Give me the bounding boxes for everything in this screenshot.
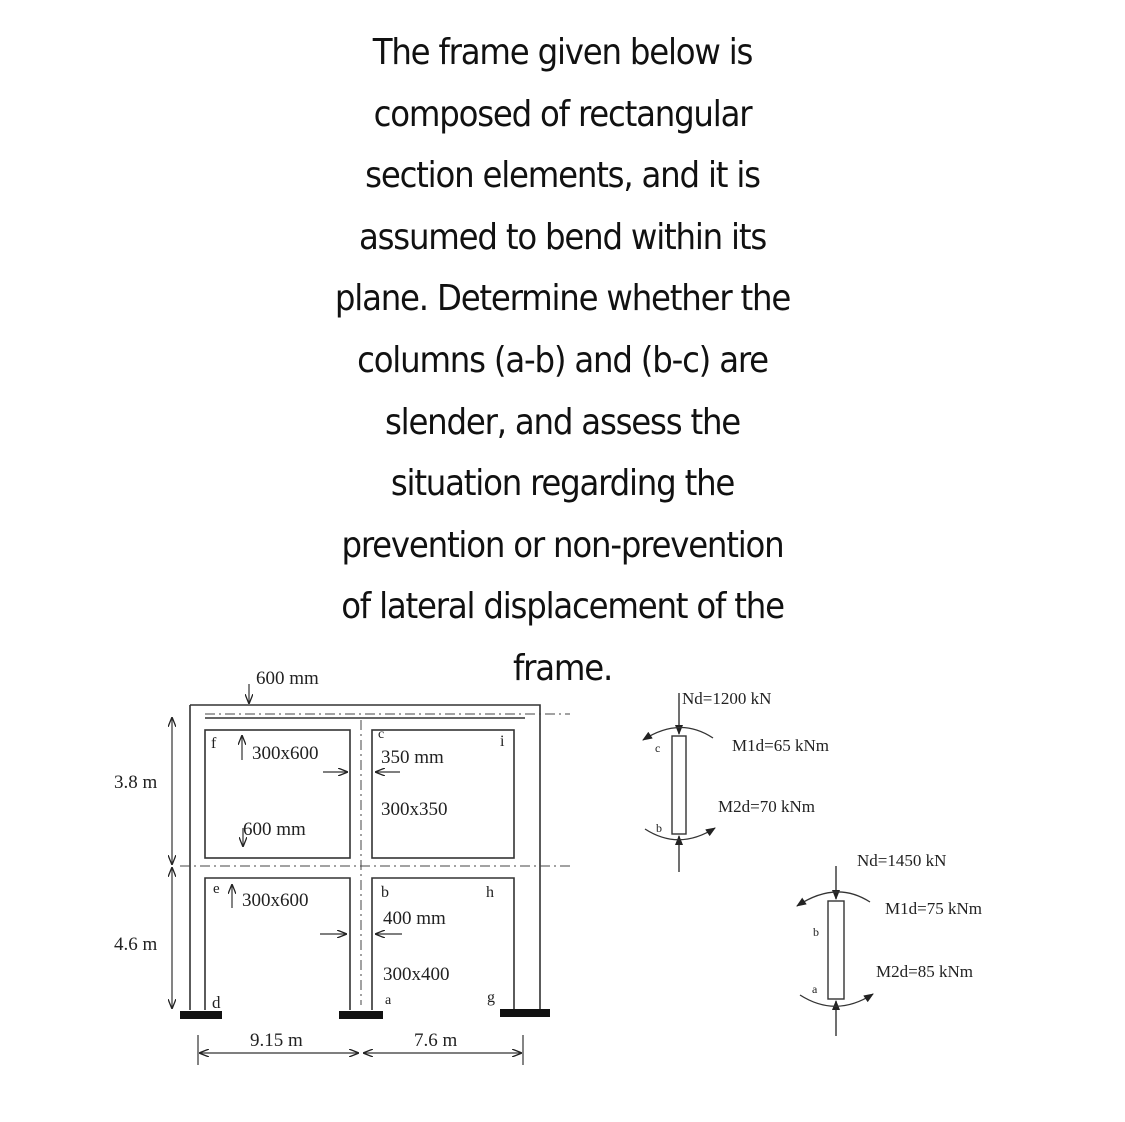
- column-ab-element: [828, 901, 844, 999]
- mid-beam-section-label: 300x600: [242, 890, 309, 911]
- height-lower-label: 4.6 m: [114, 934, 158, 955]
- support-g: [500, 1009, 550, 1017]
- question-line: section elements, and it is: [365, 155, 760, 197]
- node-label-g: g: [487, 989, 495, 1006]
- column-bc-element: [672, 736, 686, 834]
- top-beam-depth-label: 600 mm: [256, 668, 319, 689]
- support-a: [339, 1011, 383, 1019]
- question-line: assumed to bend within its: [358, 216, 767, 258]
- node-label-d: d: [212, 993, 221, 1012]
- column-ab-m1-label: M1d=75 kNm: [885, 899, 982, 918]
- question-line: frame.: [512, 647, 613, 689]
- question-line: composed of rectangular: [373, 93, 752, 135]
- question-line: slender, and assess the: [384, 401, 741, 443]
- span-right-label: 7.6 m: [414, 1030, 458, 1051]
- column-ab-section-label: 300x400: [383, 964, 450, 985]
- column-bc-section-label: 300x350: [381, 799, 448, 820]
- span-left-label: 9.15 m: [250, 1030, 303, 1051]
- node-label-h: h: [486, 884, 494, 901]
- column-bc-m2-label: M2d=70 kNm: [718, 797, 815, 816]
- node-label-e: e: [213, 881, 220, 897]
- column-ab-bottom-node: a: [812, 982, 818, 996]
- question-line: plane. Determine whether the: [334, 278, 791, 320]
- question-line: columns (a-b) and (b-c) are: [357, 339, 768, 381]
- column-ab-diagram: [797, 851, 982, 1036]
- node-label-c: c: [378, 727, 385, 742]
- column-ab-top-node: b: [813, 925, 819, 939]
- mid-beam-depth-label: 600 mm: [243, 819, 306, 840]
- node-label-b: b: [381, 884, 389, 901]
- column-bc-moment-top-arrow: [643, 727, 713, 740]
- height-upper-label: 3.8 m: [114, 772, 158, 793]
- column-bc-top-node: c: [655, 741, 661, 755]
- node-label-i: i: [500, 733, 505, 750]
- column-bc-diagram: [643, 689, 829, 872]
- column-bc-axial-label: Nd=1200 kN: [682, 689, 772, 708]
- column-bc-bottom-node: b: [656, 821, 662, 835]
- node-label-a: a: [385, 993, 392, 1008]
- top-beam-section-label: 300x600: [252, 743, 319, 764]
- question-line: The frame given below is: [372, 32, 753, 73]
- column-ab-m2-label: M2d=85 kNm: [876, 962, 973, 981]
- column-ab-width-label: 400 mm: [383, 908, 446, 929]
- support-d: [180, 1011, 222, 1019]
- question-line: of lateral displacement of the: [341, 586, 784, 628]
- question-line: situation regarding the: [390, 463, 735, 505]
- node-label-f: f: [211, 735, 217, 752]
- column-bc-width-label: 350 mm: [381, 747, 444, 768]
- question-line: prevention or non-prevention: [341, 524, 784, 566]
- column-ab-axial-label: Nd=1450 kN: [857, 851, 947, 870]
- column-bc-m1-label: M1d=65 kNm: [732, 736, 829, 755]
- column-ab-moment-top-arrow: [797, 892, 870, 906]
